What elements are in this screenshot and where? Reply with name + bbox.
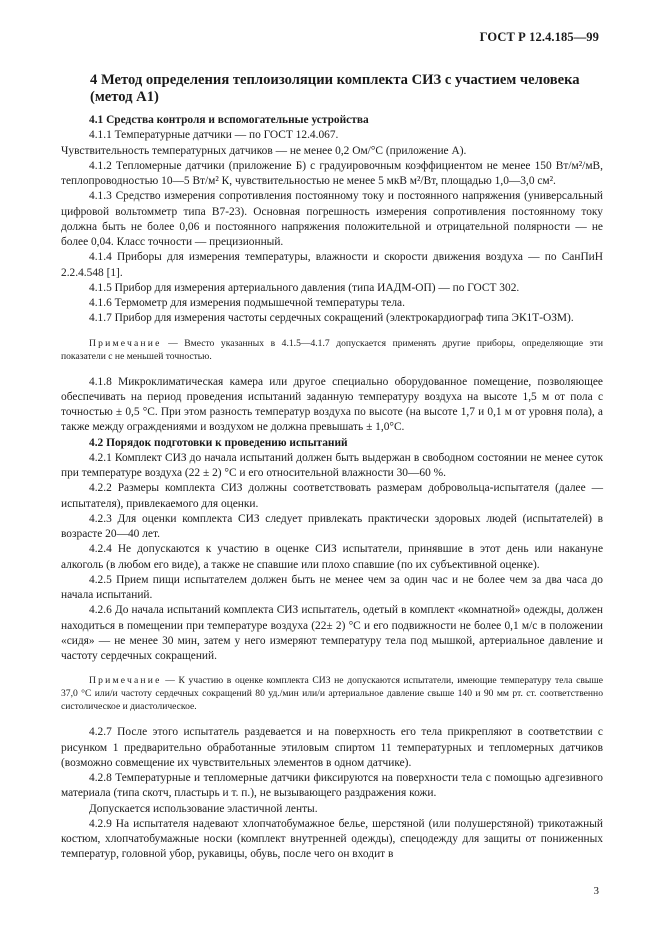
paragraph-4-1-1-sensitivity: Чувствительность температурных датчиков — не менее 0,2 Ом/°С (приложение А). (61, 144, 467, 157)
paragraph-4-1-1: 4.1.1 Температурные датчики — по ГОСТ 12.4.067. (89, 129, 339, 142)
note-text: — Вместо указанных в 4.1.5—4.1.7 допускается применять другие приборы, определяющие эти показатели с не меньшей точностью. (61, 337, 603, 362)
paragraph-4-1-4: 4.1.4 Приборы для измерения температуры, влажности и скорости движения воздуха — по СанПиН 2.2.4.548 [1]. (61, 251, 603, 279)
note-4-2 (61, 674, 603, 713)
subsection-title-4-2: 4.2 Порядок подготовки к проведению испытаний (89, 436, 348, 449)
paragraph-4-2-7: 4.2.7 После этого испытатель раздевается и на поверхность его тела прикрепляют в соответствии с рисунком 1 предварительно обработанные этиловым спиртом 11 температурных и тепломерных датчиков (возможно совмещение их чувствительных элементов в одном датчике). (61, 726, 603, 769)
paragraph-4-2-8-elastic: Допускается использование эластичной ленты. (89, 802, 318, 815)
note-label: Примечание (89, 675, 162, 687)
note-label: Примечание (89, 337, 162, 349)
paragraph-4-2-5: 4.2.5 Прием пищи испытателем должен быть не менее чем за один час и не более чем за два часа до начала испытаний. (61, 573, 603, 601)
subsection-title-4-1: 4.1 Средства контроля и вспомогательные устройства (89, 114, 369, 126)
paragraph-4-2-8: 4.2.8 Температурные и тепломерные датчики фиксируются на поверхности тела с помощью адгезивного материала (типа скотч, пластырь и т. п.), не вызывающего раздражения кожи. (61, 772, 603, 800)
section-title: 4 Метод определения теплоизоляции комплекта СИЗ с участием человека (метод А1) (90, 72, 580, 105)
note-text: — К участию в оценке комплекта СИЗ не допускаются испытатели, имеющие температуру тела свыше 37,0 °С или/и частоту сердечных сокращений 80 уд./мин или/и артериальное давление свыше 140 и 90 мм рт. ст. соответственно систолическое и диастолическое. (61, 675, 603, 713)
paragraph-4-1-2: 4.1.2 Тепломерные датчики (приложение Б) с градуировочным коэффициентом не менее 150 Вт/м²/мВ, теплопроводностью 10—5 Вт/м² К, чувствительностью не менее 5 мкВ м²/Вт, площадью 1,0—3,0 см². (61, 159, 603, 187)
paragraph-4-1-7: 4.1.7 Прибор для измерения частоты сердечных сокращений (электрокардиограф типа ЭК1Т-ОЗМ). (89, 312, 574, 325)
paragraph-4-1-5: 4.1.5 Прибор для измерения артериального давления (типа ИАДМ-ОП) — по ГОСТ 302. (89, 281, 520, 294)
paragraph-4-2-2: 4.2.2 Размеры комплекта СИЗ должны соответствовать размерам добровольца-испытателя (далее — испытателя), привлекаемого для оценки. (61, 482, 603, 510)
paragraph-4-2-9: 4.2.9 На испытателя надевают хлопчатобумажное белье, шерстяной (или полушерстяной) трикотажный костюм, хлопчатобумажные носки (комплект внутренней одежды), спецодежду для защиты от пониженных температур, головной убор, рукавицы, обувь, после чего он входит в (61, 817, 603, 861)
paragraph-4-2-1: 4.2.1 Комплект СИЗ до начала испытаний должен быть выдержан в свободном состоянии не менее суток при температуре воздуха (22 ± 2) °С и его относительной влажности 30—60 %. (61, 451, 603, 479)
document-body (61, 113, 603, 863)
paragraph-4-1-8: 4.1.8 Микроклиматическая камера или другое специально оборудованное помещение, позволяющее обеспечивать на период проведения испытаний заданную температуру воздуха на высоте 1,5 м от пола с точностью ± 0,5 °С. При этом разность температур воздуха по высоте (на высоте 1,7 и 0,1 м от уровня пола), а также между ограждениями и воздухом не должна превышать ± 1,0°С. (61, 375, 603, 434)
paragraph-4-2-4: 4.2.4 Не допускаются к участию в оценке СИЗ испытатели, принявшие в этот день или накануне алкоголь (в любом его виде), а также не спавшие или плохо спавшие (по их субъективной оценке). (61, 543, 603, 571)
paragraph-4-2-6: 4.2.6 До начала испытаний комплекта СИЗ испытатель, одетый в комплект «комнатной» одежды, должен находиться в помещении при температуре воздуха (22± 2) °С и его подвижности не более 0,1 м/с в положении «сидя» — не менее 30 мин, затем у него измеряют температуру тела под мышкой, артериальное давление и частоту сердечных сокращений. (61, 604, 603, 662)
page-number: 3 (593, 885, 599, 897)
paragraph-4-1-3: 4.1.3 Средство измерения сопротивления постоянному току и постоянного напряжения (универсальный цифровой вольтомметр типа В7-23). Основная погрешность измерения сопротивления постоянному току должна быть не более 0,06 и постоянного напряжения положительной и отрицательной полярности — не более 0,04. Класс точности — прецизионный. (61, 190, 603, 248)
standard-header: ГОСТ Р 12.4.185—99 (479, 30, 599, 44)
note-4-1 (61, 337, 603, 363)
paragraph-4-1-6: 4.1.6 Термометр для измерения подмышечной температуры тела. (89, 297, 405, 309)
paragraph-4-2-3: 4.2.3 Для оценки комплекта СИЗ следует привлекать практически здоровых людей (испытателей) в возрасте 20—40 лет. (61, 512, 603, 540)
